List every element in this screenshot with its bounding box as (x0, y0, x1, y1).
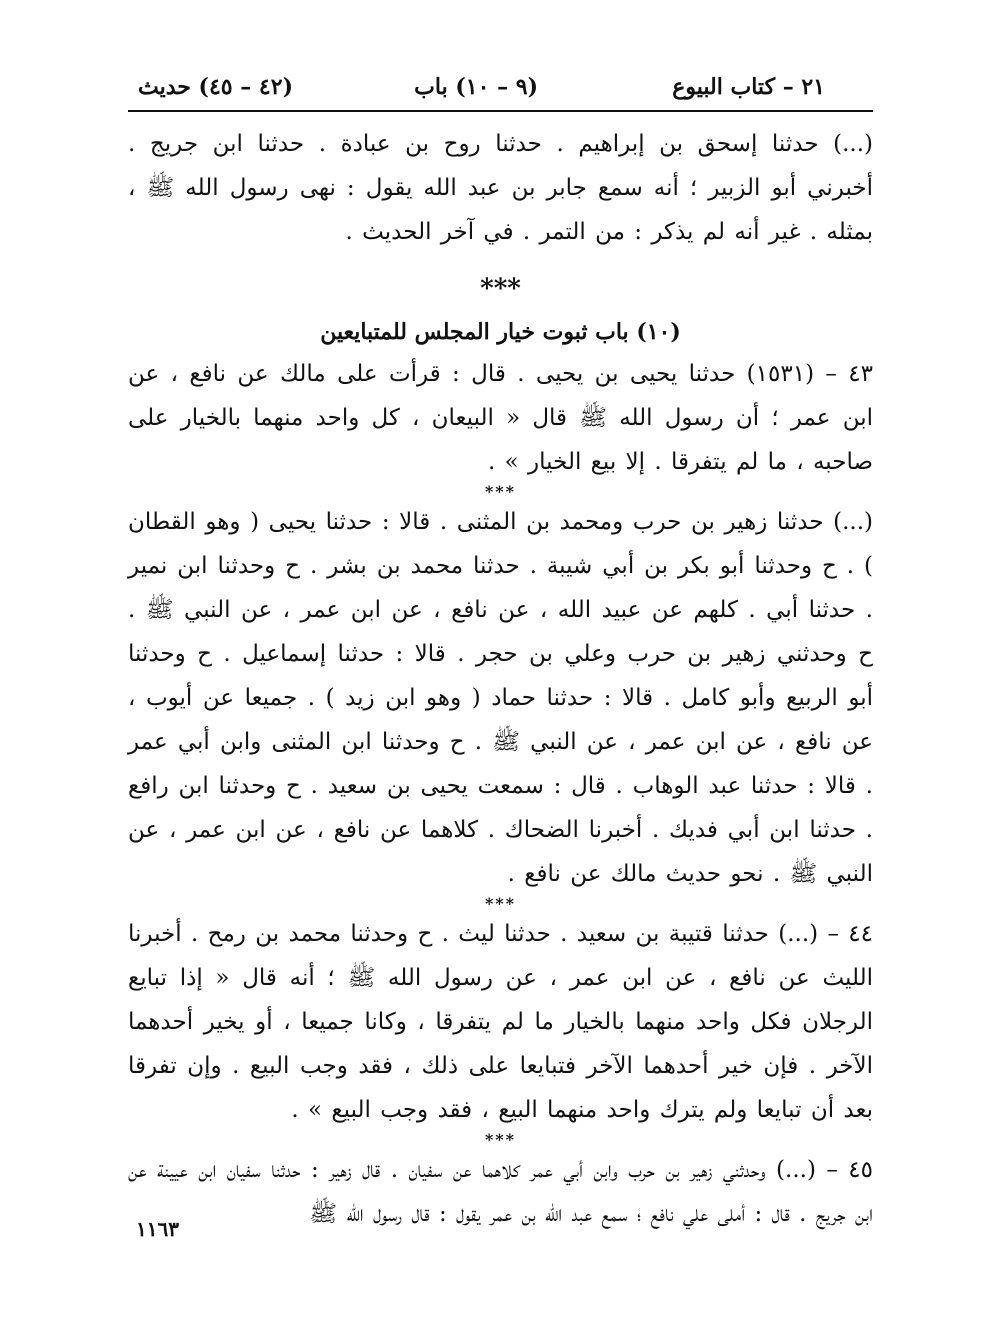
book-page (128, 70, 873, 1236)
chapter-title: (١٠) باب ثبوت خيار المجلس للمتبايعين (320, 319, 681, 345)
chapter-range: (٩ – ١٠) باب (414, 74, 538, 100)
hadith-43: ٤٣ – (١٥٣١) حدثنا يحيى بن يحيى . قال : قرأت على مالك عن نافع ، عن ابن عمر ؛ أن رسول الله ﷺ قال « البيعان ، كل واحد منهما بالخيار على صاحبه ، ما لم يتفرقا . إلا بيع الخيار » . (128, 361, 873, 475)
hadith-range: (٤٢ – ٤٥) حديث (138, 74, 293, 100)
stars-divider-1: *** (484, 482, 517, 501)
book-title: ٢١ – كتاب البيوع (672, 74, 825, 100)
hadith-43-chains: (...) حدثنا زهير بن حرب ومحمد بن المثنى . قالا : حدثنا يحيى ( وهو القطان ) . ح وحدثنا أبو بكر بن أبي شيبة . حدثنا محمد بن بشر . ح وحدثنا ابن نمير . حدثنا أبي . كلهم عن عبيد الله ، عن نافع ، عن ابن عمر ، عن النبي ﷺ . ح وحدثني زهير بن حرب وعلي بن حجر . قالا : حدثنا إسماعيل . ح وحدثنا أبو الربيع وأبو كامل . قالا : حدثنا حماد ( وهو ابن زيد ) . جميعا عن أيوب ، عن نافع ، عن ابن عمر ، عن النبي ﷺ . ح وحدثنا ابن المثنى وابن أبي عمر . قالا : حدثنا عبد الوهاب . قال : سمعت يحيى بن سعيد . ح وحدثنا ابن رافع . حدثنا ابن أبي فديك . أخبرنا الضحاك . كلاهما عن نافع ، عن ابن عمر ، عن النبي ﷺ . نحو حديث مالك عن نافع . (128, 509, 873, 887)
paragraph-previous-hadith: (...) حدثنا إسحق بن إبراهيم . حدثنا روح بن عبادة . حدثنا ابن جريج . أخبرني أبو الزبير ؛ أنه سمع جابر بن عبد الله يقول : نهى رسول الله ﷺ ، بمثله . غير أنه لم يذكر : من التمر . في آخر الحديث . (128, 131, 873, 245)
hadith-45: ٤٥ – (...) وحدثني زهير بن حرب وابن أبي عمر كلاهما عن سفيان . قال زهير : حدثنا سفيان ابن عيينة عن ابن جريج . قال : أملى علي نافع ؛ سمع عبد الله بن عمر يقول : قال رسول الله ﷺ (128, 1157, 873, 1227)
stars-divider-2: *** (484, 894, 517, 913)
hadith-44: ٤٤ – (...) حدثنا قتيبة بن سعيد . حدثنا ليث . ح وحدثنا محمد بن رمح . أخبرنا الليث عن نافع ، عن ابن عمر ، عن رسول الله ﷺ ؛ أنه قال « إذا تبايع الرجلان فكل واحد منهما بالخيار ما لم يتفرقا ، وكانا جميعا ، أو يخير أحدهما الآخر . فإن خير أحدهما الآخر فتبايعا على ذلك ، فقد وجب البيع . وإن تفرقا بعد أن تبايعا ولم يترك واحد منهما البيع ، فقد وجب البيع » . (128, 921, 874, 1123)
section-divider: *** (480, 274, 521, 304)
page-number: ١١٦٣ (136, 1217, 179, 1241)
running-header (128, 70, 873, 112)
stars-divider-3: *** (484, 1130, 517, 1149)
